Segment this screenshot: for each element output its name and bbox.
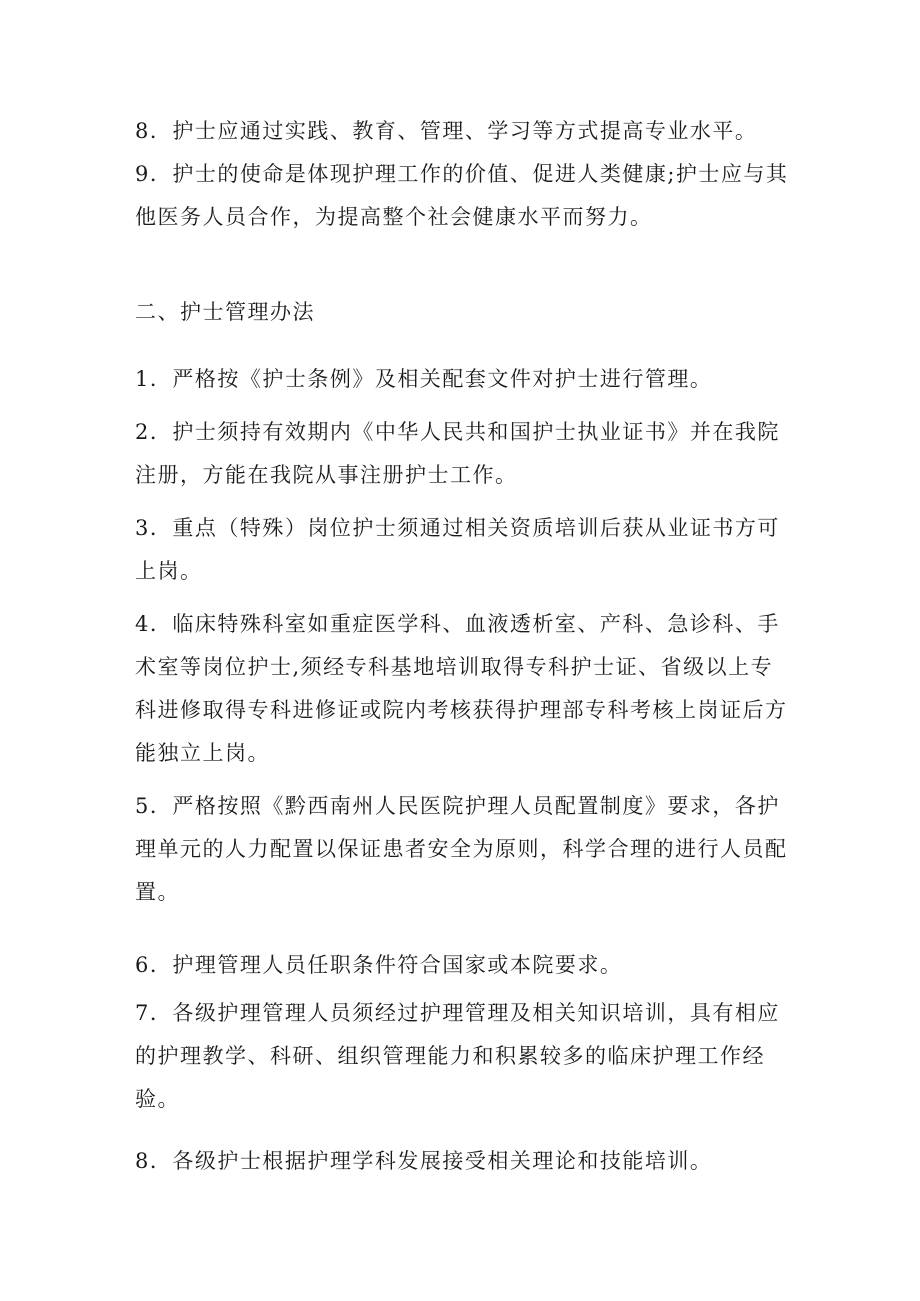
list-item: 2．护士须持有效期内《中华人民共和国护士执业证书》并在我院注册，方能在我院从事注册护士工作。 (135, 420, 780, 487)
list-item: 6．护理管理人员任职条件符合国家或本院要求。 (135, 953, 623, 977)
list-item: 8．各级护士根据护理学科发展接受相关理论和技能培训。 (135, 1149, 713, 1173)
list-item: 3．重点（特殊）岗位护士须通过相关资质培训后获从业证书方可上岗。 (135, 516, 780, 583)
list-item: 9．护士的使命是体现护理工作的价值、促进人类健康;护士应与其他医务人员合作，为提高整个社会健康水平而努力。 (135, 162, 789, 229)
list-item: 8．护士应通过实践、教育、管理、学习等方式提高专业水平。 (135, 119, 758, 143)
section-heading: 二、护士管理办法 (135, 300, 315, 324)
list-item: 1．严格按《护士条例》及相关配套文件对护士进行管理。 (135, 367, 713, 391)
list-item: 7．各级护理管理人员须经过护理管理及相关知识培训，具有相应的护理教学、科研、组织管理能力和积累较多的临床护理工作经验。 (135, 1001, 780, 1111)
list-item: 4．临床特殊科室如重症医学科、血液透析室、产科、急诊科、手术室等岗位护士,须经专科基地培训取得专科护士证、省级以上专科进修取得专科进修证或院内考核获得护理部专科考核上岗证后方能独立上岗。 (135, 612, 788, 765)
list-item: 5．严格按照《黔西南州人民医院护理人员配置制度》要求，各护理单元的人力配置以保证患者安全为原则，科学合理的进行人员配置。 (135, 794, 788, 904)
